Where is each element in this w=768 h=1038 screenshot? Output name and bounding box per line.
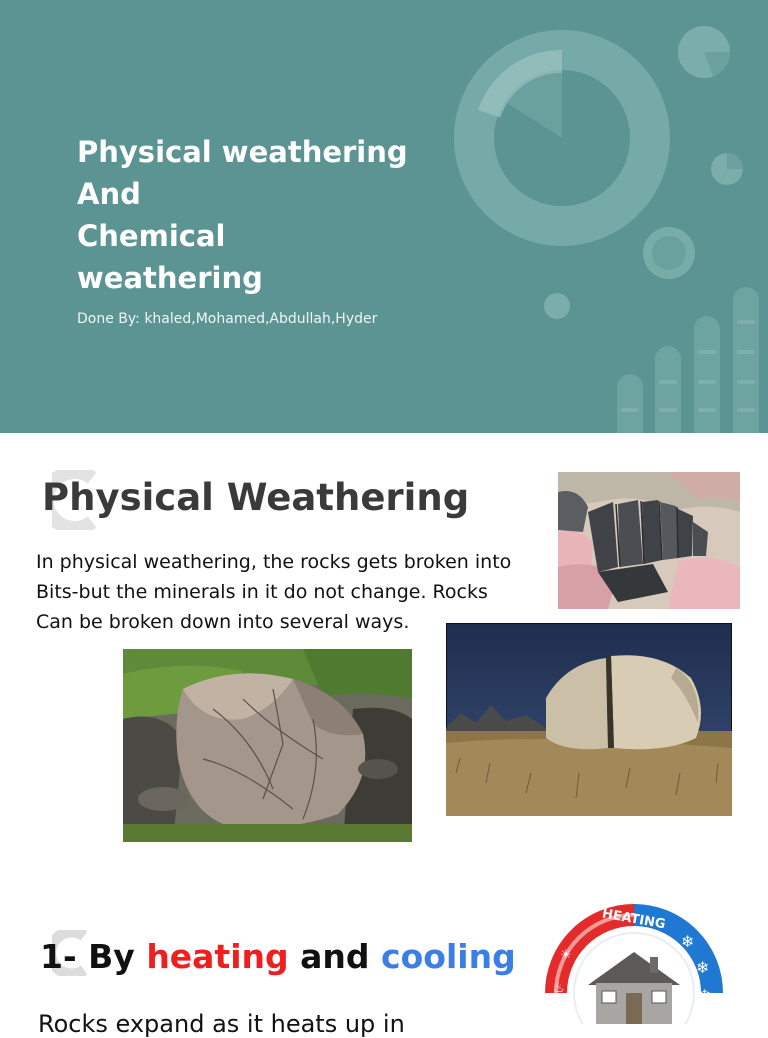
svg-text:♨: ♨ (553, 981, 565, 996)
svg-text:☀: ☀ (560, 948, 572, 963)
section-heading (40, 937, 516, 976)
title-slide (0, 0, 768, 433)
paragraph-line: In physical weathering, the rocks gets broken into (36, 551, 512, 573)
author-byline: Done By: khaled,Mohamed,Abdullah,Hyder (77, 311, 378, 327)
cracked-boulder-photo (123, 649, 412, 842)
title-line: And (77, 177, 141, 211)
heading-prefix: 1- By (40, 937, 147, 976)
heading-connector: and (288, 937, 382, 976)
cooling-word: cooling (381, 937, 516, 976)
jointed-rock-photo (558, 472, 740, 609)
title-line: Physical weathering (77, 135, 408, 169)
paragraph-line: Can be broken down into several ways. (36, 611, 410, 633)
svg-text:❄: ❄ (696, 958, 710, 977)
title-line: weathering (77, 261, 263, 295)
svg-text:❄: ❄ (681, 932, 695, 951)
heating-cooling-house-icon (538, 897, 730, 1024)
svg-text:❄: ❄ (698, 986, 712, 1005)
slide-body-text-cut: Rocks expand as it heats up in (38, 1010, 405, 1038)
title-line: Chemical (77, 219, 226, 253)
presentation-title (77, 131, 457, 299)
paragraph-line: Bits-but the minerals in it do not change. Rocks (36, 581, 488, 603)
heating-badge-label: HEATING (600, 906, 667, 933)
heating-word: heating (146, 937, 289, 976)
slide-heading: Physical Weathering (42, 476, 470, 519)
split-boulder-photo (446, 623, 732, 816)
